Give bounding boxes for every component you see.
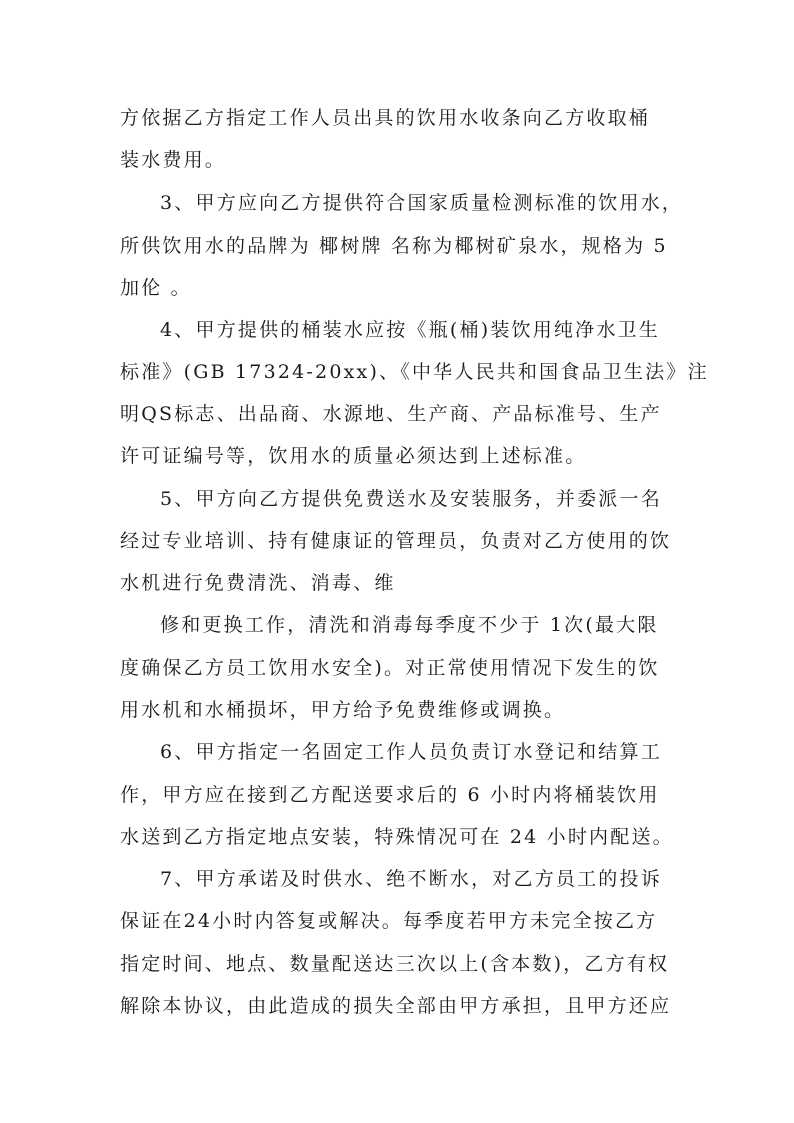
text-line: 解除本协议，由此造成的损失全部由甲方承担，且甲方还应 bbox=[120, 995, 672, 1017]
text-line: 水送到乙方指定地点安装，特殊情况可在 24 小时内配送。 bbox=[120, 826, 674, 848]
text-line: 保证在24小时内答复或解决。每季度若甲方未完全按乙方 bbox=[120, 910, 658, 932]
text-line: 5、甲方向乙方提供免费送水及安装服务，并委派一名 bbox=[160, 488, 662, 510]
text-line: 修和更换工作，清洗和消毒每季度不少于 1次(最大限 bbox=[160, 614, 659, 636]
text-line: 方依据乙方指定工作人员出具的饮用水收条向乙方收取桶 bbox=[120, 107, 651, 129]
text-line: 装水费用。 bbox=[120, 149, 227, 171]
text-line: 7、甲方承诺及时供水、绝不断水，对乙方员工的投诉 bbox=[160, 868, 662, 890]
text-line: 标准》(GB 17324-20xx)、《中华人民共和国食品卫生法》注 bbox=[120, 361, 709, 383]
text-line: 许可证编号等，饮用水的质量必须达到上述标准。 bbox=[120, 445, 587, 467]
text-line: 水机进行免费清洗、消毒、维 bbox=[120, 572, 396, 594]
text-line: 4、甲方提供的桶装水应按《瓶(桶)装饮用纯净水卫生 bbox=[160, 319, 660, 341]
text-line: 所供饮用水的品牌为 椰树牌 名称为椰树矿泉水，规格为 5 bbox=[120, 235, 668, 257]
text-line: 用水机和水桶损坏，甲方给予免费维修或调换。 bbox=[120, 699, 566, 721]
text-line: 作，甲方应在接到乙方配送要求后的 6 小时内将桶装饮用 bbox=[120, 784, 660, 806]
text-line: 6、甲方指定一名固定工作人员负责订水登记和结算工 bbox=[160, 741, 662, 763]
text-line: 指定时间、地点、数量配送达三次以上(含本数)，乙方有权 bbox=[120, 953, 670, 975]
text-line: 加伦 。 bbox=[120, 277, 192, 299]
text-line: 3、甲方应向乙方提供符合国家质量检测标准的饮用水， bbox=[160, 192, 684, 214]
text-line: 度确保乙方员工饮用水安全)。对正常使用情况下发生的饮 bbox=[120, 657, 660, 679]
text-line: 经过专业培训、持有健康证的管理员，负责对乙方使用的饮 bbox=[120, 530, 672, 552]
text-line: 明QS标志、出品商、水源地、生产商、产品标准号、生产 bbox=[120, 403, 662, 425]
